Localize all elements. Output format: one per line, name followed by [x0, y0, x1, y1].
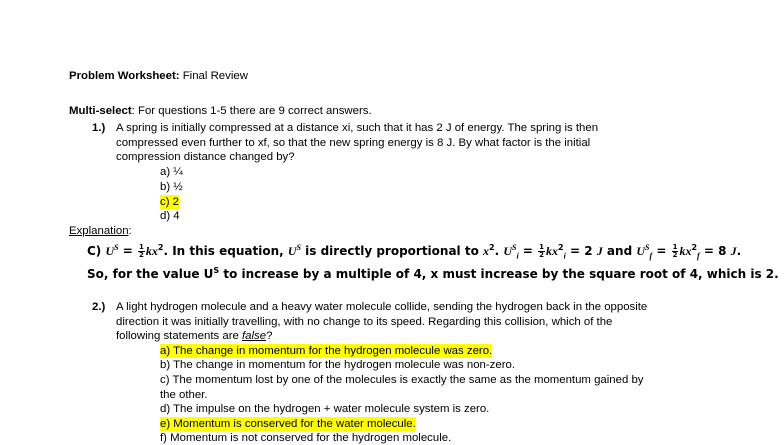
explanation-and: and	[602, 244, 637, 258]
explanation-heading	[69, 224, 132, 238]
q2-option-d: d) The impulse on the hydrogen + water molecule system is zero.	[160, 403, 490, 415]
q2-line-3-c: ?	[266, 330, 273, 342]
q1-option-b: b) ½	[160, 181, 183, 193]
explanation-text-1: . In this equation,	[163, 244, 288, 258]
explanation-line-2-sup: S	[213, 266, 220, 275]
explanation-prefix: C)	[87, 244, 106, 258]
q2-number: 2.)	[92, 301, 106, 313]
title-bold: Problem Worksheet:	[69, 70, 180, 82]
q1-option-c: c) 2	[160, 196, 179, 208]
intro-text: : For questions 1-5 there are 9 correct answers.	[131, 105, 372, 117]
q2-option-a: a) The change in momentum for the hydrogen molecule was zero.	[160, 345, 493, 357]
q2-option-c: c) The momentum lost by one of the molecules is exactly the same as the momentum gained by	[160, 374, 644, 386]
q2-line-1: A light hydrogen molecule and a heavy water molecule collide, sending the hydrogen back in the opposite	[116, 301, 648, 313]
explanation-colon: :	[128, 225, 132, 237]
q2-option-f: f) Momentum is not conserved for the hydrogen molecule.	[160, 432, 452, 444]
explanation-line-1: C) $U^S$ = $\frac{1}{2}$ $kx^2$. In this equation, $U^S$ is directly proportional to $x^2$. $U^S_i$ = $\frac{1}{2}$ $kx^2_i = 2$ J and $U^S_f$ = $\frac{1}{2}$ $kx^2_f = 8$ J.	[87, 243, 742, 261]
q2-option-b: b) The change in momentum for the hydrogen molecule was non-zero.	[160, 359, 515, 371]
q2-option-e: e) Momentum is conserved for the water molecule.	[160, 418, 416, 430]
multi-select-intro	[69, 104, 372, 118]
explanation-line-2	[87, 266, 779, 281]
q2-line-3-a: following statements are	[116, 330, 242, 342]
q2-false-word: false	[242, 330, 267, 342]
q1-line-1: A spring is initially compressed at a distance xi, such that it has 2 J of energy. The spring is then	[116, 122, 599, 134]
explanation-label: Explanation	[69, 225, 129, 237]
explanation-line-2-start: So, for the value U	[87, 267, 214, 281]
intro-label: Multi-select	[69, 105, 132, 117]
q1-option-a: a) ¼	[160, 166, 183, 178]
q1-option-d: d) 4	[160, 210, 180, 222]
q1-line-3: compression distance changed by?	[116, 151, 295, 163]
q2-line-2: direction it was initially travelling, with no change to its speed. Regarding this collision, which of the	[116, 316, 613, 328]
page-title	[69, 69, 248, 83]
q1-number: 1.)	[92, 122, 106, 134]
title-rest: Final Review	[179, 70, 248, 82]
explanation-line-2-rest: to increase by a multiple of 4, x must increase by the square root of 4, which is 2.	[219, 267, 779, 281]
q2-option-c-cont: the other.	[160, 389, 208, 401]
q1-line-2: compressed even further to xf, so that the new spring energy is 8 J. By what factor is the initial	[116, 137, 591, 149]
fraction-half: $\frac{1}{2}$	[139, 243, 144, 259]
explanation-text-2: is directly proportional to	[300, 244, 484, 258]
q2-line-3	[116, 329, 272, 343]
